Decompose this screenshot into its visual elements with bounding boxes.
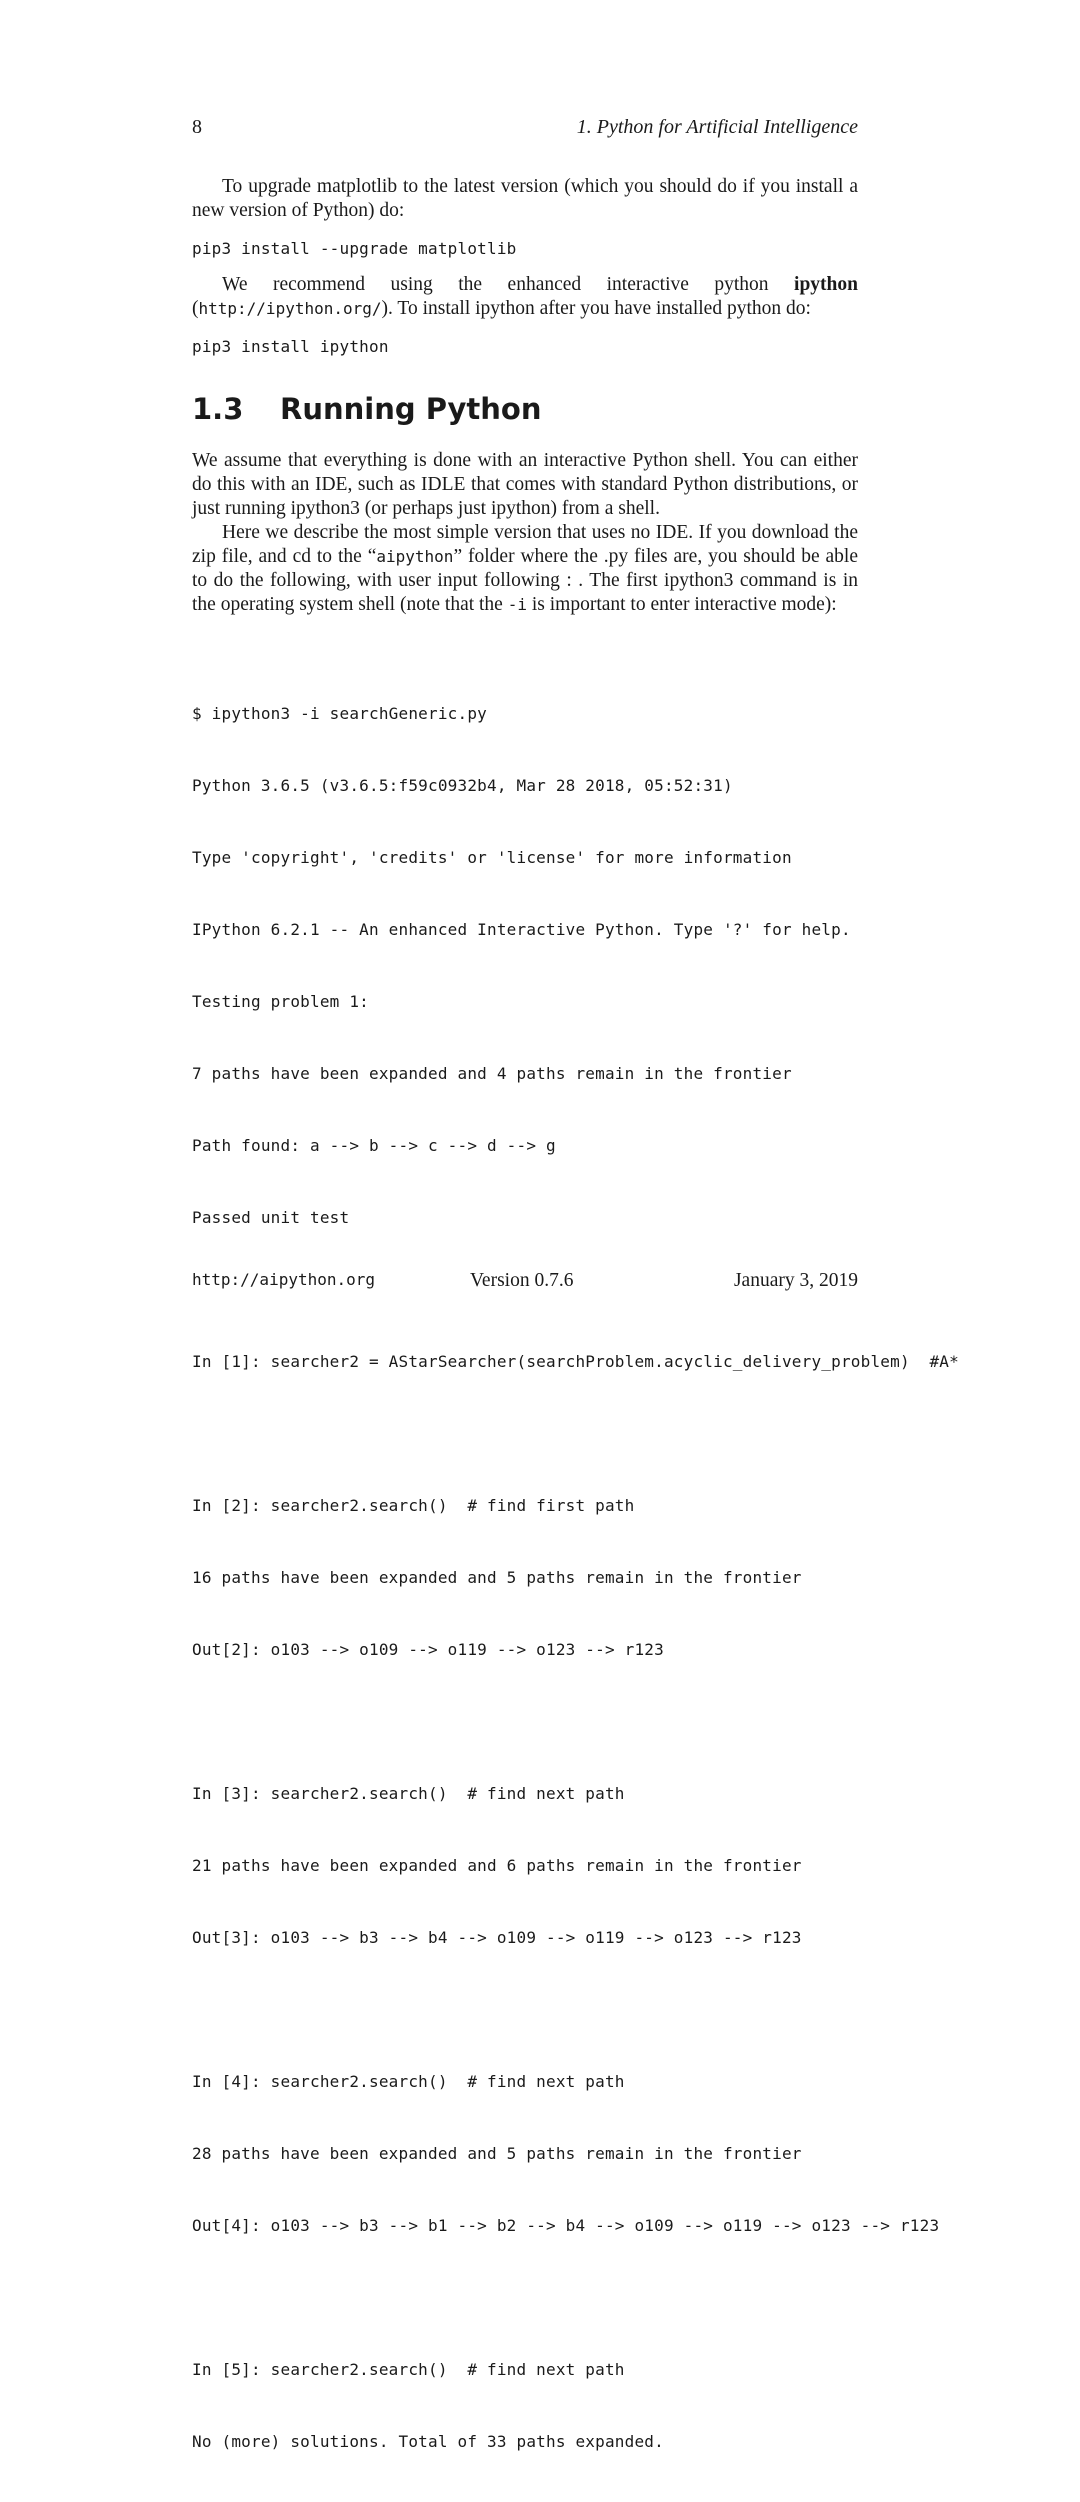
ipython-session-block (192, 654, 959, 2502)
section-title: Running Python (280, 392, 542, 426)
session-line: In [4]: searcher2.search() # find next path (192, 2072, 625, 2091)
section-number: 1.3 (192, 392, 244, 426)
body-paragraph-1: We assume that everything is done with an interactive Python shell. You can either do this with an IDE, such as IDLE that comes with standard Python distributions, or just running ipython3 (or perhaps just ipython) from a shell. (192, 450, 858, 519)
session-line: In [3]: searcher2.search() # find next path (192, 1784, 625, 1803)
session-line: Type 'copyright', 'credits' or 'license' for more information (192, 848, 792, 867)
ipython-text-pre: We recommend using the enhanced interactive python (222, 274, 795, 295)
session-line: Testing problem 1: (192, 992, 369, 1011)
footer-date: January 3, 2019 (733, 1270, 858, 1291)
session-line: Out[2]: o103 --> o109 --> o119 --> o123 --> r123 (192, 1640, 664, 1659)
ipython-url-link[interactable]: http://ipython.org/ (198, 299, 382, 318)
session-line: Path found: a --> b --> c --> d --> g (192, 1136, 556, 1155)
session-line: 28 paths have been expanded and 5 paths remain in the frontier (192, 2144, 802, 2163)
session-line: Python 3.6.5 (v3.6.5:f59c0932b4, Mar 28 2018, 05:52:31) (192, 776, 733, 795)
section-heading (192, 392, 541, 426)
session-line: In [2]: searcher2.search() # find first path (192, 1496, 635, 1515)
upgrade-paragraph: To upgrade matplotlib to the latest version (which you should do if you install a new version of Python) do: (192, 176, 858, 221)
body-paragraph-2 (192, 521, 858, 617)
ipython-text-post: ). To install ipython after you have installed python do: (381, 298, 811, 319)
session-line: $ ipython3 -i searchGeneric.py (192, 704, 487, 723)
session-line: 7 paths have been expanded and 4 paths remain in the frontier (192, 1064, 792, 1083)
session-line: Out[4]: o103 --> b3 --> b1 --> b2 --> b4 --> o109 --> o119 --> o123 --> r123 (192, 2216, 940, 2235)
session-line (192, 1710, 959, 1734)
session-line: IPython 6.2.1 -- An enhanced Interactive Python. Type '?' for help. (192, 920, 851, 939)
upgrade-command: pip3 install --upgrade matplotlib (192, 239, 517, 258)
page-header (192, 116, 858, 144)
session-line: Out[3]: o103 --> b3 --> b4 --> o109 --> o119 --> o123 --> r123 (192, 1928, 802, 1947)
para2-text-a: Here we describe the most simple version that uses no IDE. If you download the zip file, and cd to the “ (192, 522, 858, 567)
para2-text-c: is important to enter interactive mode): (526, 594, 837, 615)
session-line (192, 1422, 959, 1446)
session-line (192, 1998, 959, 2022)
session-line: 21 paths have been expanded and 6 paths remain in the frontier (192, 1856, 802, 1875)
ipython-bold-name: ipython (794, 274, 858, 295)
footer-version: Version 0.7.6 (470, 1270, 574, 1291)
footer-url-link[interactable]: http://aipython.org (192, 1270, 376, 1289)
ipython-paragraph (192, 273, 858, 321)
para2-folder-name: aipython (376, 547, 454, 566)
session-line: In [5]: searcher2.search() # find next path (192, 2360, 625, 2379)
page-number: 8 (192, 116, 202, 138)
ipython-paren-open: ( (192, 298, 199, 319)
para2-text-b: ” folder where the .py files are, you should be able to do the following, with user input following : . The first ipython3 command is in the operating system shell (note that the (192, 546, 858, 615)
session-line: In [1]: searcher2 = AStarSearcher(searchProblem.acyclic_delivery_problem) #A* (192, 1352, 959, 1371)
session-line (192, 2286, 959, 2310)
session-line: No (more) solutions. Total of 33 paths expanded. (192, 2432, 664, 2451)
running-title: 1. Python for Artificial Intelligence (576, 116, 858, 138)
para2-flag: -i (507, 595, 527, 614)
session-line: 16 paths have been expanded and 5 paths remain in the frontier (192, 1568, 802, 1587)
page-footer (192, 1270, 858, 1298)
document-page (192, 0, 959, 2451)
session-line: Passed unit test (192, 1208, 350, 1227)
install-command: pip3 install ipython (192, 337, 389, 356)
